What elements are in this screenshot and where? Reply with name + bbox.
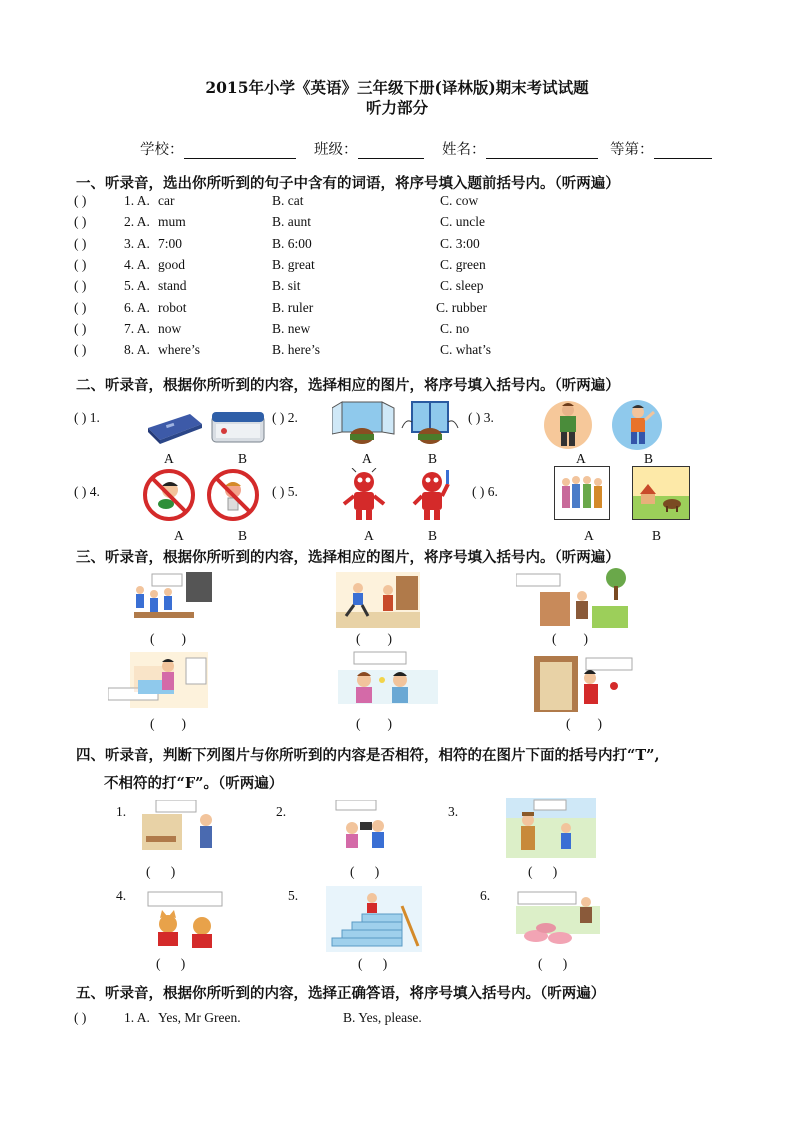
boy-waving-image[interactable] xyxy=(612,400,662,450)
s2-q2-label-b: B xyxy=(428,451,438,466)
class-field xyxy=(314,138,424,159)
s1-num-8: 8. A. xyxy=(124,342,150,357)
s5-option-b-1: B. Yes, please. xyxy=(343,1010,422,1025)
s2-question-4[interactable]: ( ) 4. xyxy=(74,484,100,499)
s4-answer-5[interactable]: ( ) xyxy=(358,956,388,971)
s1-num-6: 6. A. xyxy=(124,300,150,315)
page-title: 2015年小学《英语》三年级下册(译林版)期末考试试题 xyxy=(205,78,589,97)
s5-option-a-1: Yes, Mr Green. xyxy=(158,1010,241,1025)
s1-option-a-7: now xyxy=(158,321,182,336)
s2-question-1[interactable]: ( ) 1. xyxy=(74,410,100,425)
class-label: 班级： xyxy=(314,142,358,158)
s4-answer-6[interactable]: ( ) xyxy=(538,956,568,971)
s1-num-2: 2. A. xyxy=(124,214,150,229)
s1-option-c-1: C. cow xyxy=(440,193,479,208)
s2-q4-label-b: B xyxy=(238,528,248,543)
s1-option-c-2: C. uncle xyxy=(440,214,485,229)
s5-paren-1[interactable]: ( ) xyxy=(74,1010,87,1025)
s1-option-a-1: car xyxy=(158,193,175,208)
s1-paren-2[interactable]: ( ) xyxy=(74,214,87,229)
kids-with-camera-image[interactable] xyxy=(326,800,406,858)
s4-number-2: 2. xyxy=(276,804,287,819)
name-field xyxy=(442,138,598,159)
class-input-line[interactable] xyxy=(358,144,424,159)
s1-num-3: 3. A. xyxy=(124,236,150,251)
section1-title: 一、听录音，选出你所听到的句子中含有的词语，将序号填入题前括号内。（听两遍） xyxy=(76,175,620,192)
section4-title-line2: 不相符的打“F”。（听两遍） xyxy=(104,775,284,792)
s1-num-5: 5. A. xyxy=(124,278,150,293)
pencil-case-steel-image[interactable] xyxy=(210,406,266,446)
no-eating-sign-image[interactable] xyxy=(142,468,196,522)
boy-standing-image[interactable] xyxy=(544,400,592,450)
classroom-students-image[interactable] xyxy=(130,568,214,628)
page-subtitle: 听力部分 xyxy=(365,98,428,117)
farmer-with-boy-image[interactable] xyxy=(506,798,596,858)
s1-paren-7[interactable]: ( ) xyxy=(74,321,87,336)
two-girls-talking-image[interactable] xyxy=(338,650,438,714)
s1-option-c-4: C. green xyxy=(440,257,486,272)
school-input-line[interactable] xyxy=(184,144,296,159)
section4-title: 四、听录音，判断下列图片与你所听到的内容是否相符，相符的在图片下面的括号内打“T”, xyxy=(76,747,660,764)
open-window-image[interactable] xyxy=(332,398,396,444)
pigs-on-farm-image[interactable] xyxy=(516,884,600,950)
grade-label: 等第： xyxy=(610,142,654,158)
s2-q6-label-a: A xyxy=(584,528,594,543)
red-robot-image[interactable] xyxy=(342,468,386,522)
cartoon-cats-image[interactable] xyxy=(140,888,224,952)
s4-number-5: 5. xyxy=(288,888,299,903)
s3-answer-3[interactable]: ( ) xyxy=(552,631,588,646)
grade-input-line[interactable] xyxy=(654,144,712,159)
s4-number-3: 3. xyxy=(448,804,459,819)
pencil-case-blue-image[interactable] xyxy=(146,410,204,444)
s1-option-c-5: C. sleep xyxy=(440,278,484,293)
boy-running-to-teacher-image[interactable] xyxy=(336,572,420,628)
s1-option-b-8: B. here’s xyxy=(272,342,320,357)
s1-paren-4[interactable]: ( ) xyxy=(74,257,87,272)
name-label: 姓名： xyxy=(442,142,486,158)
girl-at-door-image[interactable] xyxy=(530,650,634,716)
s1-option-c-6: C. rubber xyxy=(436,300,487,315)
s2-question-2[interactable]: ( ) 2. xyxy=(272,410,298,425)
s1-option-a-3: 7:00 xyxy=(158,236,183,251)
s2-question-6[interactable]: ( ) 6. xyxy=(472,484,498,499)
farm-scene-image[interactable] xyxy=(632,466,690,520)
section3-title: 三、听录音，根据你所听到的内容，选择相应的图片，将序号填入括号内。（听两遍） xyxy=(76,549,620,566)
s3-answer-4[interactable]: ( ) xyxy=(150,716,186,731)
s2-q6-label-b: B xyxy=(652,528,662,543)
s1-option-c-8: C. what’s xyxy=(440,342,492,357)
s1-paren-1[interactable]: ( ) xyxy=(74,193,87,208)
grade-field xyxy=(610,138,712,159)
s4-number-4: 4. xyxy=(116,888,127,903)
name-input-line[interactable] xyxy=(486,144,598,159)
s2-q3-label-b: B xyxy=(644,451,654,466)
s1-option-b-7: B. new xyxy=(272,321,311,336)
closed-window-image[interactable] xyxy=(398,398,462,444)
s1-option-b-2: B. aunt xyxy=(272,214,311,229)
s1-paren-8[interactable]: ( ) xyxy=(74,342,87,357)
s1-option-c-3: C. 3:00 xyxy=(440,236,480,251)
s1-paren-5[interactable]: ( ) xyxy=(74,278,87,293)
s1-option-b-4: B. great xyxy=(272,257,315,272)
s2-q1-label-b: B xyxy=(238,451,248,466)
s1-option-a-2: mum xyxy=(158,214,186,229)
s1-option-a-4: good xyxy=(158,257,185,272)
s2-q1-label-a: A xyxy=(164,451,174,466)
s5-num-1: 1. A. xyxy=(124,1010,150,1025)
no-drinking-sign-image[interactable] xyxy=(206,468,260,522)
s2-q5-label-b: B xyxy=(428,528,438,543)
school-label: 学校： xyxy=(140,142,184,158)
s2-q3-label-a: A xyxy=(576,451,586,466)
school-field xyxy=(140,138,296,159)
s1-paren-6[interactable]: ( ) xyxy=(74,300,87,315)
s1-num-1: 1. A. xyxy=(124,193,150,208)
grandpa-outdoor-image[interactable] xyxy=(516,566,628,628)
s4-answer-3[interactable]: ( ) xyxy=(528,864,558,879)
red-robot-pen-image[interactable] xyxy=(410,468,454,522)
s4-number-1: 1. xyxy=(116,804,127,819)
s1-num-7: 7. A. xyxy=(124,321,150,336)
s2-q2-label-a: A xyxy=(362,451,372,466)
s1-option-a-6: robot xyxy=(158,300,187,315)
s4-answer-4[interactable]: ( ) xyxy=(156,956,186,971)
teacher-classroom-image[interactable] xyxy=(140,800,226,858)
s3-answer-5[interactable]: ( ) xyxy=(356,716,392,731)
s1-num-4: 4. A. xyxy=(124,257,150,272)
s2-q4-label-a: A xyxy=(174,528,184,543)
bedroom-family-image[interactable] xyxy=(108,652,212,712)
s1-paren-3[interactable]: ( ) xyxy=(74,236,87,251)
section2-title: 二、听录音，根据你所听到的内容，选择相应的图片，将序号填入括号内。（听两遍） xyxy=(76,377,620,394)
s4-answer-2[interactable]: ( ) xyxy=(350,864,380,879)
s3-answer-6[interactable]: ( ) xyxy=(566,716,602,731)
family-photo-image[interactable] xyxy=(554,466,610,520)
s1-option-a-5: stand xyxy=(158,278,187,293)
s3-answer-2[interactable]: ( ) xyxy=(356,631,392,646)
s1-option-a-8: where’s xyxy=(158,342,200,357)
boy-on-stairs-image[interactable] xyxy=(326,886,422,952)
s1-option-b-5: B. sit xyxy=(272,278,301,293)
s2-question-3[interactable]: ( ) 3. xyxy=(468,410,494,425)
s3-answer-1[interactable]: ( ) xyxy=(150,631,186,646)
s1-option-b-1: B. cat xyxy=(272,193,304,208)
s4-number-6: 6. xyxy=(480,888,491,903)
s2-q5-label-a: A xyxy=(364,528,374,543)
s1-option-c-7: C. no xyxy=(440,321,470,336)
s1-option-b-3: B. 6:00 xyxy=(272,236,312,251)
s2-question-5[interactable]: ( ) 5. xyxy=(272,484,298,499)
s1-option-b-6: B. ruler xyxy=(272,300,314,315)
section5-title: 五、听录音，根据你所听到的内容，选择正确答语，将序号填入括号内。（听两遍） xyxy=(76,985,606,1002)
s4-answer-1[interactable]: ( ) xyxy=(146,864,176,879)
